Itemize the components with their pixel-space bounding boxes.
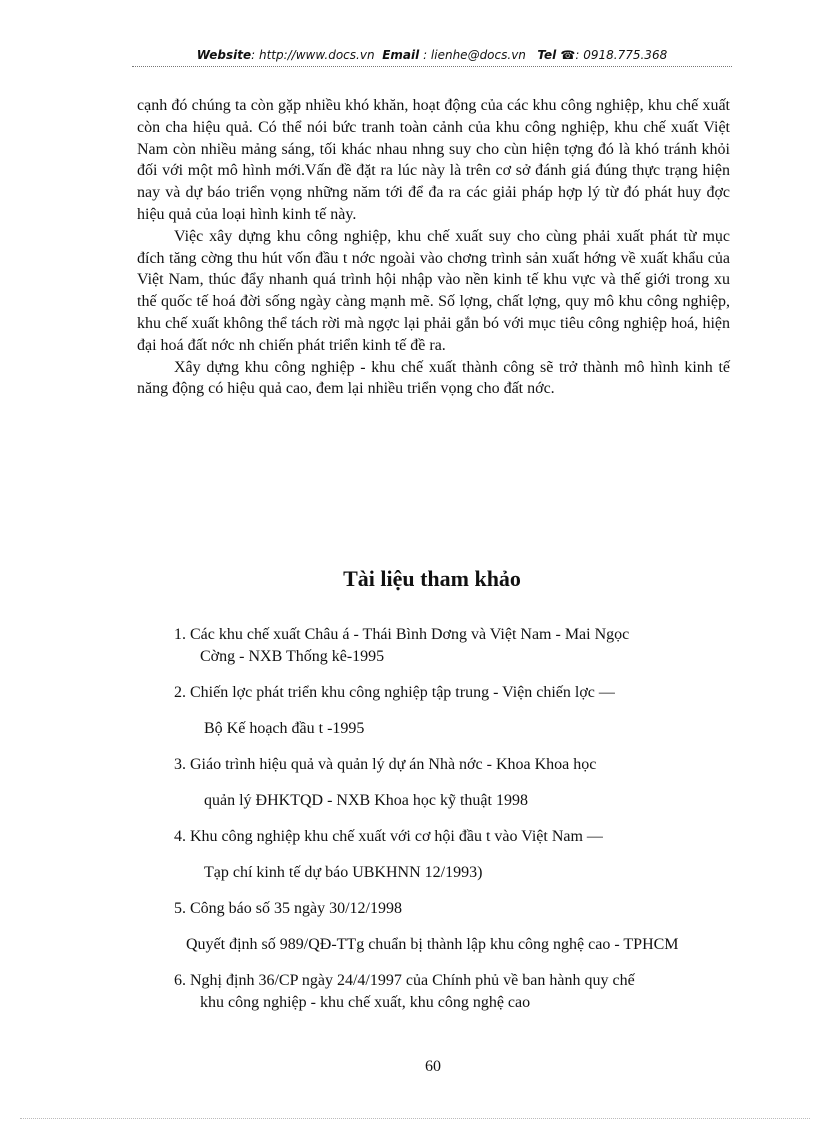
page-number: 60 <box>425 1058 441 1075</box>
reference-line: 3. Giáo trình hiệu quả và quản lý dự án Nhà nớc - Khoa Khoa học <box>174 756 597 773</box>
references-list <box>174 624 734 1028</box>
reference-item <box>174 682 734 740</box>
reference-line: 4. Khu công nghiệp khu chế xuất với cơ hội đầu t vào Việt Nam — <box>174 828 603 845</box>
reference-line: Tạp chí kinh tế dự báo UBKHNN 12/1993) <box>204 864 483 881</box>
reference-line: quản lý ĐHKTQD - NXB Khoa học kỹ thuật 1998 <box>204 792 528 809</box>
tel-value: : 0918.775.368 <box>575 48 668 62</box>
website-label: Website <box>196 48 252 62</box>
paragraph: Xây dựng khu công nghiệp - khu chế xuất thành công sẽ trở thành mô hình kinh tế năng động có hiệu quả cao, đem lại nhiều triển vọng cho đất nớc. <box>137 358 730 398</box>
page-header <box>132 48 732 62</box>
paragraph: cạnh đó chúng ta còn gặp nhiều khó khăn, hoạt động của các khu công nghiệp, khu chế xuất còn cha hiệu quả. Có thể nói bức tranh toàn cảnh của khu công nghiệp, khu chế xuất Việt Nam còn nhiều mảng sáng, tối khác nhau nhng suy cho cùn hiện tợng đó là khó tránh khỏi đối với một mô hình mới.Vấn đề đặt ra lúc này là trên cơ sở đánh giá đúng thực trạng hiện nay và dự báo triển vọng những năm tới để đa ra các giải pháp hợp lý từ đó phát huy đợc hiệu quả của loại hình kinh tế này. <box>137 97 730 223</box>
email-label: Email <box>382 48 420 62</box>
reference-item <box>174 754 734 812</box>
footer-divider <box>20 1118 810 1119</box>
reference-item <box>174 898 734 956</box>
header-divider <box>132 66 732 67</box>
references-title: Tài liệu tham khảo <box>343 566 521 591</box>
reference-item <box>174 624 734 668</box>
body-text <box>137 95 730 400</box>
reference-line: 2. Chiến lợc phát triển khu công nghiệp tập trung - Viện chiến lợc — <box>174 684 615 701</box>
reference-line: 6. Nghị định 36/CP ngày 24/4/1997 của Chính phủ về ban hành quy chế <box>174 972 635 989</box>
reference-line: Cờng - NXB Thống kê-1995 <box>200 648 385 665</box>
reference-line: 1. Các khu chế xuất Châu á - Thái Bình Dơng và Việt Nam - Mai Ngọc <box>174 626 630 643</box>
email-value: : lienhe@docs.vn <box>423 48 526 62</box>
tel-label: Tel ☎ <box>537 48 576 62</box>
reference-line: Bộ Kế hoạch đầu t -1995 <box>204 720 365 737</box>
paragraph: Việc xây dựng khu công nghiệp, khu chế xuất suy cho cùng phải xuất phát từ mục đích tăng cờng thu hút vốn đầu t nớc ngoài vào chơng trình sản xuất hớng về xuất khẩu của Việt Nam, thúc đẩy nhanh quá trình hội nhập vào nền kinh tế khu vực và thế giới trong xu thế quốc tế hoá đời sống ngày càng mạnh mẽ. Số lợng, chất lợng, quy mô khu công nghiệp, khu chế xuất không thể tách rời mà ngợc lại phải gắn bó với mục tiêu công nghiệp hoá, hiện đại hoá đất nớc nh chiến phát triển kinh tế đề ra. <box>137 227 730 354</box>
reference-item <box>174 826 734 884</box>
reference-item <box>174 970 734 1014</box>
reference-sub-line: Quyết định số 989/QĐ-TTg chuẩn bị thành lập khu công nghệ cao - TPHCM <box>186 936 679 953</box>
reference-line: khu công nghiệp - khu chế xuất, khu công nghệ cao <box>200 994 531 1011</box>
website-value: : http://www.docs.vn <box>251 48 375 62</box>
reference-line: 5. Công báo số 35 ngày 30/12/1998 <box>174 900 402 917</box>
